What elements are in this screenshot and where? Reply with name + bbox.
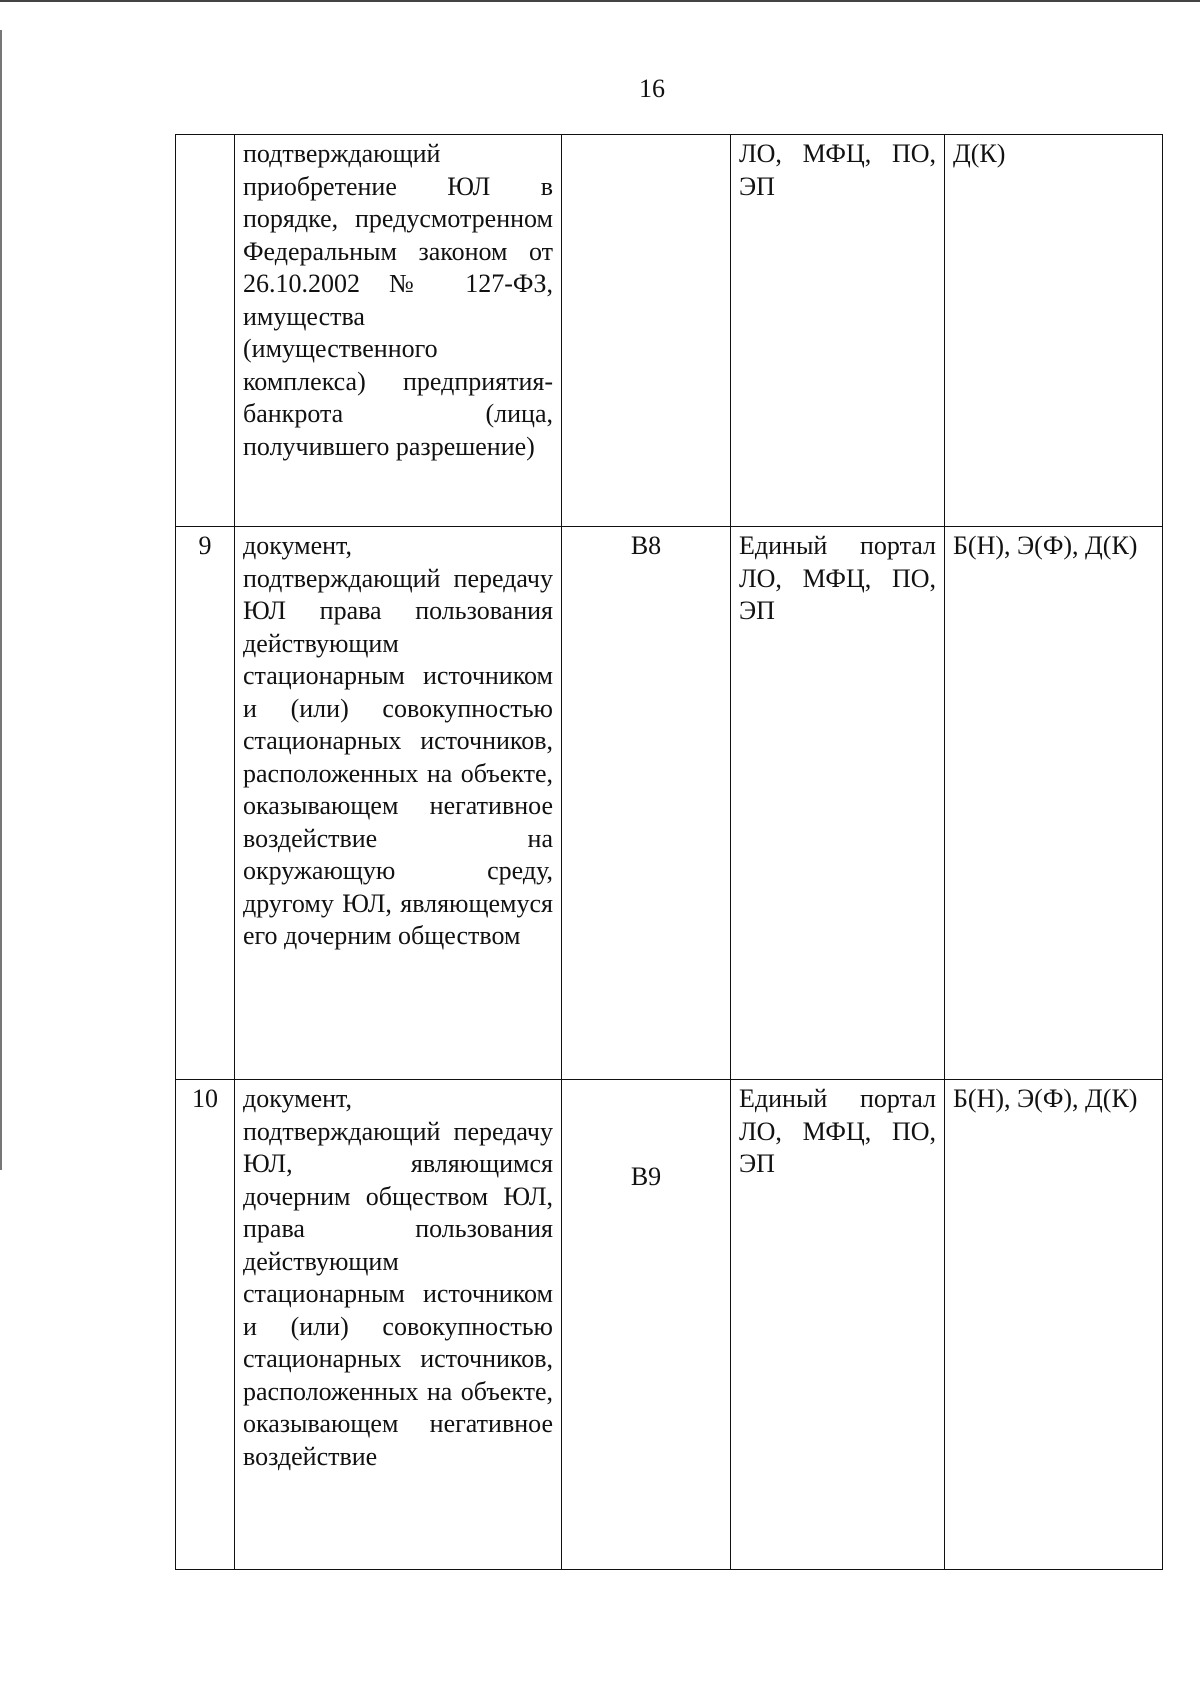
scan-edge-left <box>0 30 2 1170</box>
code-value: В9 <box>630 1162 662 1191</box>
document-name: документ, подтверждающий передачу ЮЛ права пользования действующим стационарным источником и (или) совокупностью стационарных источников, расположенных на объекте, оказывающем негативное воздействие на окружающую среду, другому ЮЛ, являющемуся его дочерним обществом <box>243 531 553 950</box>
code-cell <box>562 1080 731 1570</box>
table-row <box>176 527 1163 1080</box>
page-number: 16 <box>639 74 665 103</box>
table-row <box>176 135 1163 527</box>
document-name-cell <box>235 1080 562 1570</box>
submission-channels-cell: Единый портал ЛО, МФЦ, ПО, ЭП <box>731 527 945 1080</box>
document-name-cell <box>235 527 562 1080</box>
documents-table <box>175 134 1163 1570</box>
code-cell: В8 <box>562 527 731 1080</box>
document-formats-cell: Б(Н), Э(Ф), Д(К) <box>945 1080 1163 1570</box>
submission-channels-cell: Единый портал ЛО, МФЦ, ПО, ЭП <box>731 1080 945 1570</box>
row-number-cell: 9 <box>176 527 235 1080</box>
code-cell <box>562 135 731 527</box>
document-name: документ, подтверждающий передачу ЮЛ, являющимся дочерним обществом ЮЛ, права пользования действующим стационарным источником и (или) совокупностью стационарных источников, расположенных на объекте, оказывающем негативное воздействие <box>243 1084 553 1471</box>
table-row <box>176 1080 1163 1570</box>
document-formats-cell: Д(К) <box>945 135 1163 527</box>
submission-channels-cell: ЛО, МФЦ, ПО, ЭП <box>731 135 945 527</box>
row-number-cell <box>176 135 235 527</box>
row-number-cell: 10 <box>176 1080 235 1570</box>
scan-edge-top <box>0 0 1200 2</box>
document-formats-cell: Б(Н), Э(Ф), Д(К) <box>945 527 1163 1080</box>
document-name-cell <box>235 135 562 527</box>
document-name: подтверждающий приобретение ЮЛ в порядке, предусмотренном Федеральным законом от 26.10.2002 № 127-ФЗ, имущества (имущественного комплекса) предприятия-банкрота (лица, получившего разрешение) <box>243 139 553 461</box>
